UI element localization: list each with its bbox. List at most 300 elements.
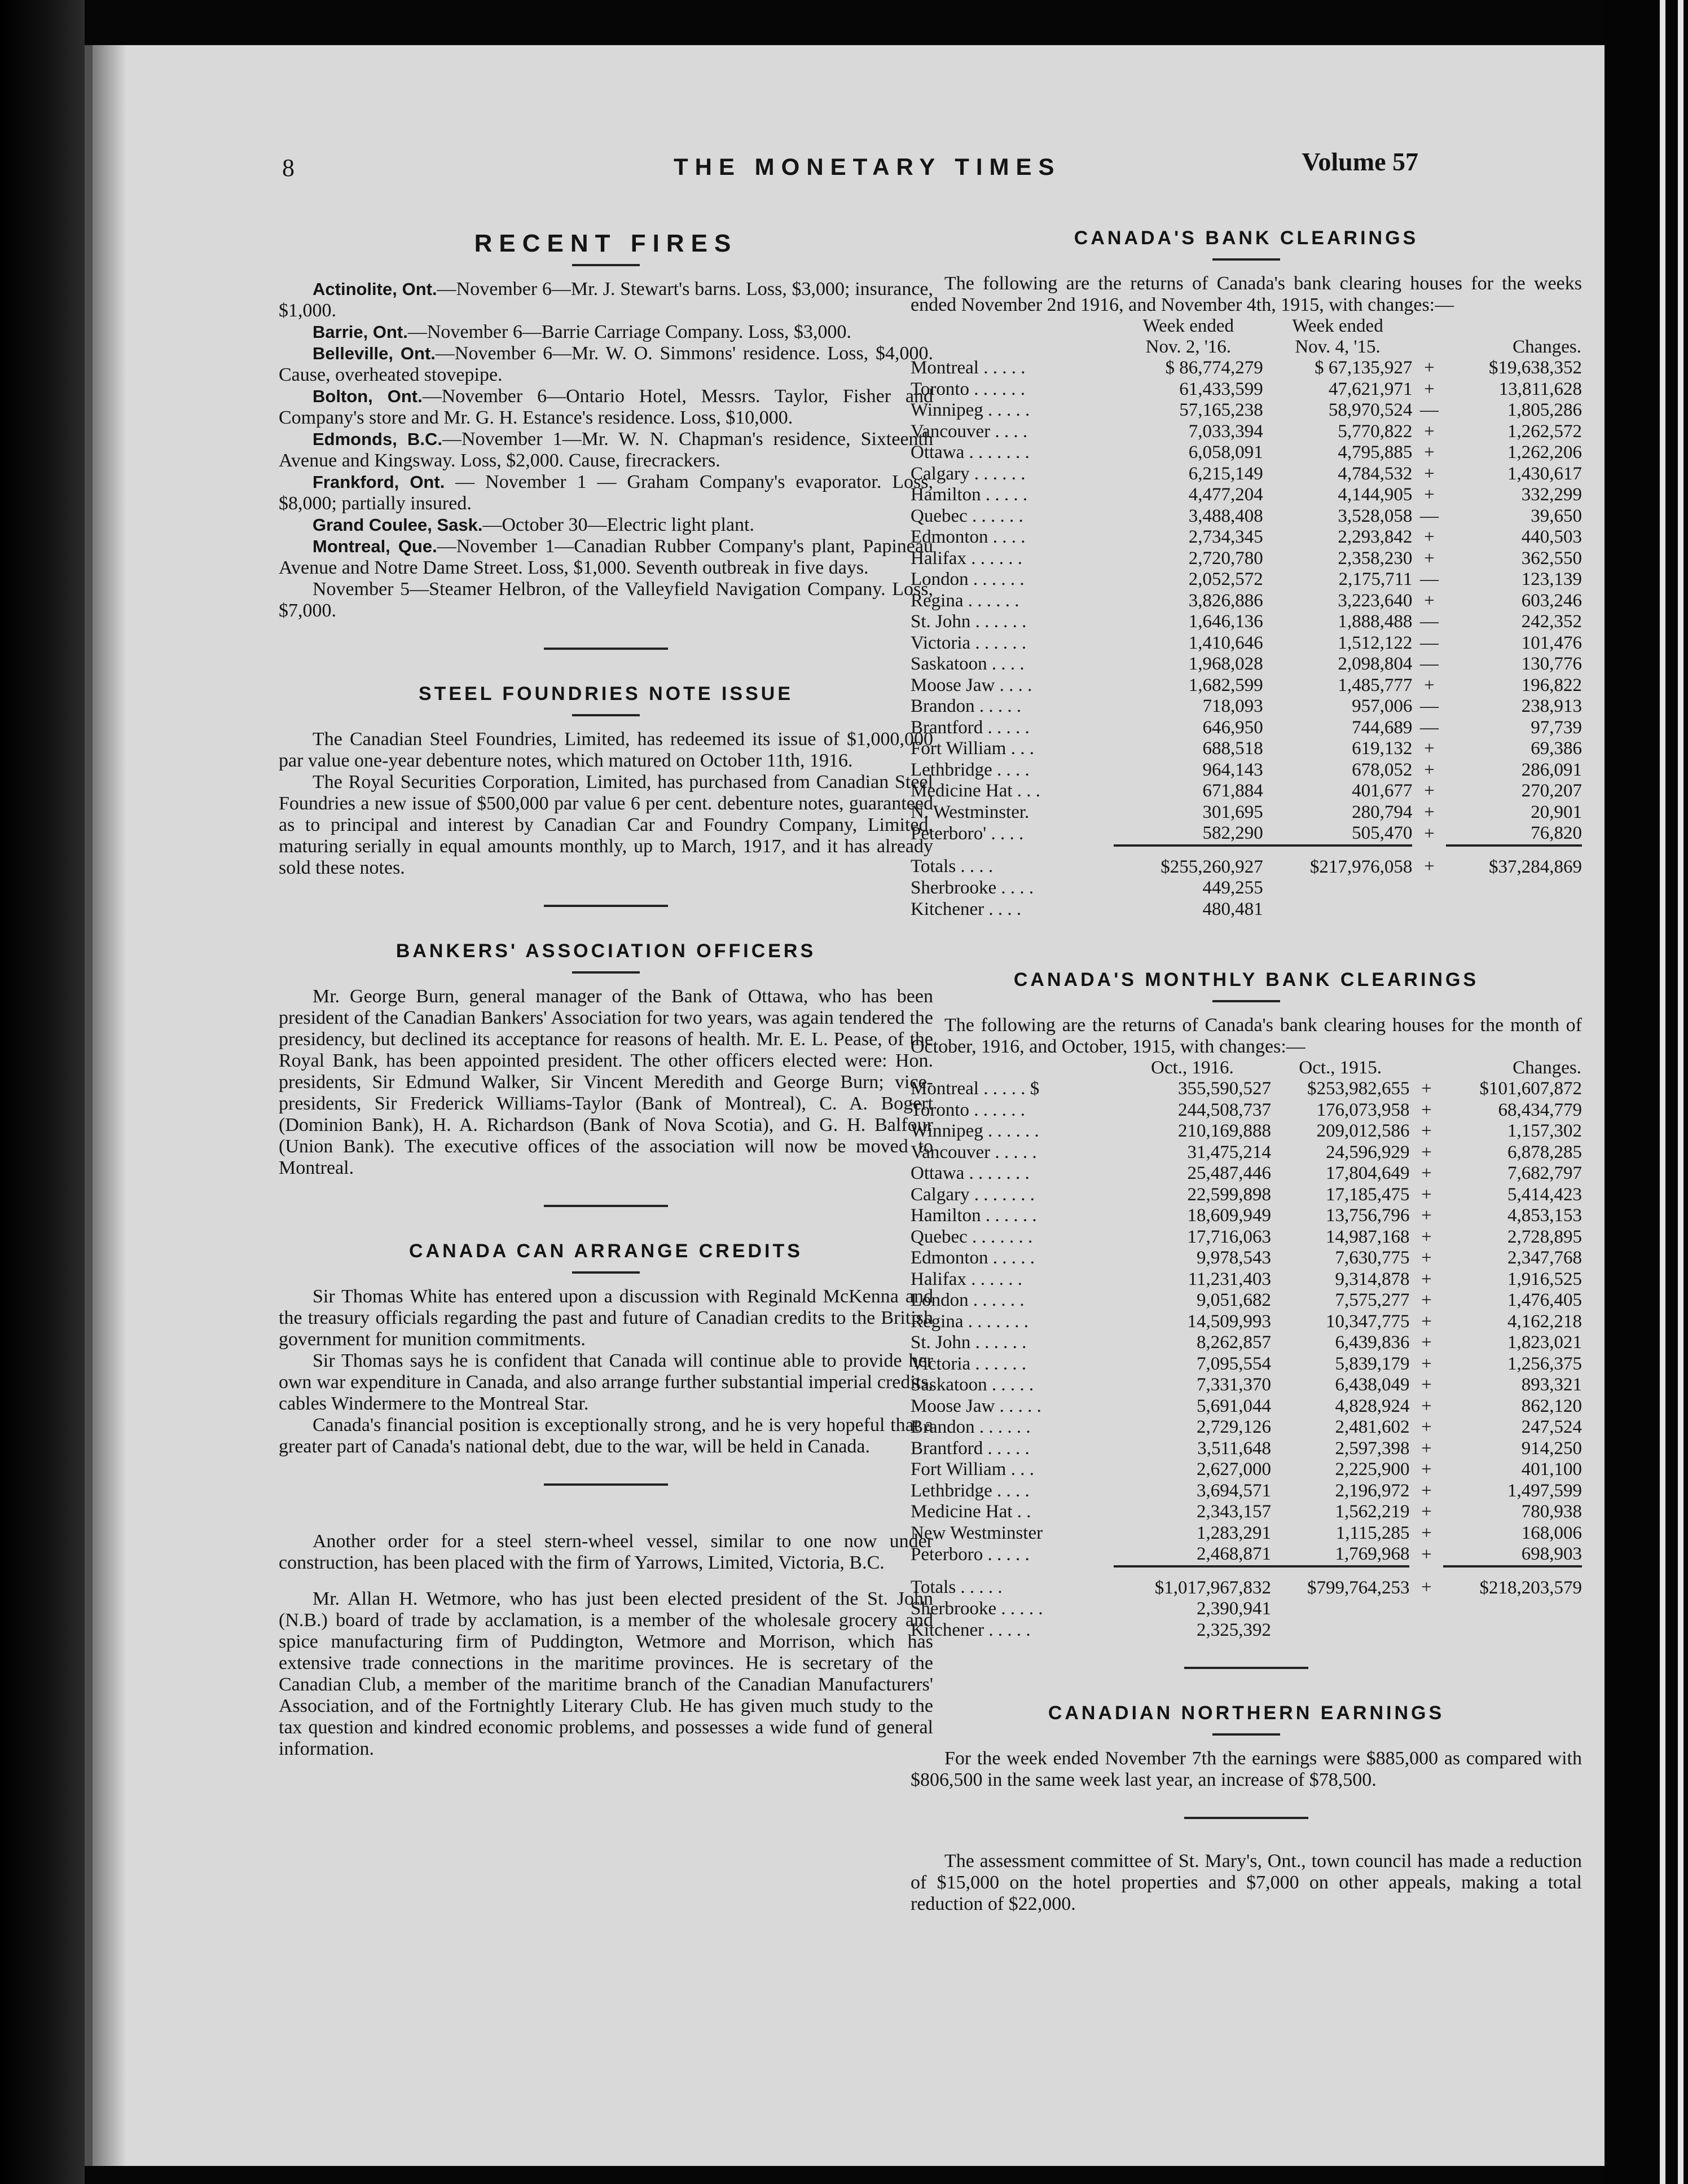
change-value: 4,162,218 [1507,1311,1582,1332]
table-row [911,611,1582,633]
change-value: 362,550 [1521,548,1582,569]
value-cell: 7,095,554 [1196,1353,1271,1374]
city-name: Edmonton . . . . [911,527,1026,547]
city-name: Saskatoon . . . . . [911,1375,1034,1395]
fire-place: Edmonds, B.C. [313,429,443,449]
value-cell: 2,343,157 [1196,1501,1271,1522]
weekly-clearings-section [911,226,1582,920]
totals-sign: + [1424,856,1435,877]
change-sign: + [1424,781,1435,801]
title-rule [572,971,640,974]
change-value: 1,430,617 [1507,463,1582,484]
city-name: Fort William . . . [911,738,1034,759]
table-row [911,1205,1582,1227]
change-sign: + [1424,802,1435,822]
totals-value: $218,203,579 [1443,1566,1582,1599]
table-row [911,548,1582,570]
table-header: Week ended [1142,316,1234,336]
table-row [911,696,1582,717]
change-value: $19,638,352 [1489,358,1582,378]
change-value: 1,916,525 [1507,1269,1582,1289]
value-cell: 2,481,602 [1335,1417,1410,1437]
value-cell: 2,729,126 [1196,1417,1271,1437]
change-value: 401,100 [1521,1459,1582,1480]
table-row [911,1375,1582,1396]
city-name: Victoria . . . . . . [911,632,1027,653]
change-sign: + [1421,1163,1432,1183]
fire-item [279,343,933,386]
change-value: 247,524 [1521,1417,1582,1437]
city-name: Peterboro' . . . . [911,824,1024,844]
value-cell: 17,185,475 [1325,1184,1410,1205]
fire-item [279,322,933,343]
change-sign: + [1421,1501,1432,1522]
city-name: Victoria . . . . . . [911,1353,1027,1374]
table-row [911,675,1582,697]
table-header: Oct., 1916. [1151,1058,1234,1078]
table-row [911,591,1582,612]
title-rule [572,264,640,266]
value-cell: 3,511,648 [1197,1438,1271,1459]
value-cell: 2,734,345 [1188,527,1263,547]
table-header: Changes. [1513,1058,1581,1078]
value-cell: 17,804,649 [1325,1163,1410,1183]
value-cell: 2,468,871 [1196,1544,1271,1564]
change-sign: + [1421,1142,1432,1163]
table-row [911,1121,1582,1142]
city-name: Calgary . . . . . . [911,463,1026,484]
city-name: Medicine Hat . . [911,1501,1031,1522]
value-cell: 6,215,149 [1188,463,1263,484]
change-sign: + [1421,1544,1432,1565]
weekly-clearings-table [911,316,1582,920]
value-cell: 449,255 [1202,878,1263,898]
change-sign: + [1424,759,1435,780]
section-separator [544,905,668,907]
paragraph: Mr. George Burn, general manager of the Bank of Ottawa, who has been president of the Canadian Bankers' Association for two years, was again tendered the presidency, but declined its acceptance for reasons of health. Mr. E. L. Pease, of the Royal Bank, has been appointed president. The other officers elected were: Hon. presidents, Sir Edmund Walker, Sir Vincent Meredith and George Burn; vice-presidents, Sir Frederick Williams-Taylor (Bank of Montreal), C. A. Bogert (Dominion Bank), H. A. Richardson (Bank of Nova Scotia), and G. H. Balfour (Union Bank). The executive offices of the association will now be moved to Montreal. [279,986,933,1178]
monthly-clearings-table [911,1058,1582,1641]
value-cell: 17,716,063 [1187,1226,1271,1247]
totals-row [911,1566,1582,1599]
value-cell: 7,331,370 [1196,1375,1271,1395]
fire-item [279,279,933,322]
change-sign: + [1421,1480,1432,1501]
value-cell: 4,828,924 [1335,1395,1410,1416]
city-name: Fort William . . . [911,1459,1034,1480]
value-cell: 25,487,446 [1187,1163,1271,1183]
change-sign: + [1421,1395,1432,1416]
table-row [911,1163,1582,1185]
section-separator [544,1483,668,1486]
fire-text: November 5—Steamer Helbron, of the Valleyfield Navigation Company. Loss, $7,000. [279,579,933,621]
city-name: N. Westminster. [911,802,1030,822]
extra-row [911,878,1582,899]
change-sign: + [1424,463,1435,484]
table-row [911,760,1582,781]
value-cell: 57,165,238 [1179,400,1263,420]
title-rule [1212,1000,1280,1002]
city-name: Hamilton . . . . . . [911,1205,1037,1226]
value-cell: 688,518 [1202,738,1263,759]
totals-row [911,846,1582,878]
value-cell: 22,599,898 [1187,1184,1271,1205]
page-number: 8 [282,154,294,182]
table-row [911,400,1582,421]
change-sign: — [1419,696,1439,716]
table-row [911,1501,1582,1523]
page [85,45,1605,2166]
value-cell: 1,646,136 [1188,611,1263,632]
change-sign: + [1424,675,1435,695]
st-marys-section [911,1851,1582,1915]
table-row [911,1481,1582,1502]
fire-place: Belleville, Ont. [313,344,436,363]
value-cell: 3,826,886 [1188,590,1263,611]
change-value: 2,728,895 [1507,1226,1582,1247]
table-totals [911,1566,1582,1641]
paragraph: Sir Thomas says he is confident that Canada will continue able to provide her own war expenditure in Canada, and also arrange further substantial imperial credits, cables Windermere to the Montreal Star. [279,1350,933,1414]
city-name: Montreal . . . . . [911,358,1026,378]
change-value: 5,414,423 [1507,1184,1582,1205]
value-cell: 1,115,285 [1335,1522,1410,1543]
change-value: 1,256,375 [1507,1353,1582,1374]
value-cell: 209,012,586 [1316,1121,1410,1141]
paragraph: Canada's financial position is exceptionally strong, and he is very hopeful that a greater part of Canada's national debt, due to the war, will be held in Canada. [279,1415,933,1457]
change-sign: + [1421,1375,1432,1395]
value-cell: $ 86,774,279 [1165,358,1263,378]
table-row [911,1290,1582,1311]
fire-text: —November 6—Mr. J. Stewart's barns. Loss, $3,000; insurance, $1,000. [279,279,933,321]
totals-value: $799,764,253 [1271,1566,1410,1599]
change-sign: — [1419,400,1439,420]
change-value: 862,120 [1521,1395,1582,1416]
table-row [911,421,1582,443]
value-cell: 1,410,646 [1188,632,1263,653]
table-row [911,379,1582,400]
city-name: London . . . . . . [911,569,1025,589]
change-value: 270,207 [1521,781,1582,801]
change-sign: + [1424,548,1435,569]
city-name: Hamilton . . . . . [911,485,1028,505]
fire-item [279,579,933,622]
value-cell: 2,175,711 [1338,569,1413,589]
change-sign: + [1421,1248,1432,1268]
city-name: Sherbrooke . . . . [911,878,1034,898]
table-row [911,1459,1582,1481]
change-value: $101,607,872 [1479,1078,1582,1099]
city-name: Toronto . . . . . . [911,1099,1026,1120]
change-sign: + [1421,1438,1432,1459]
value-cell: 2,225,900 [1335,1459,1410,1480]
change-value: 101,476 [1521,632,1582,653]
change-value: 123,139 [1521,569,1582,589]
value-cell: 355,590,527 [1177,1078,1271,1099]
value-cell: 3,223,640 [1338,590,1413,611]
change-sign: + [1421,1099,1432,1120]
city-name: Medicine Hat . . . [911,781,1041,801]
section-title: CANADA'S BANK CLEARINGS [1074,227,1419,249]
change-sign: + [1421,1121,1432,1141]
city-name: Winnipeg . . . . . . [911,1121,1039,1141]
right-column [911,226,1582,1915]
change-value: 69,386 [1531,738,1582,759]
value-cell: 280,794 [1352,802,1413,822]
table-row [911,1417,1582,1438]
table-header-blank [1412,337,1446,358]
value-cell: 5,839,179 [1335,1353,1410,1374]
table-header-blank [1409,1058,1443,1078]
value-cell: 2,390,941 [1196,1599,1271,1619]
value-cell: 47,621,971 [1328,378,1413,399]
value-cell: $253,982,655 [1307,1078,1410,1099]
city-name: Halifax . . . . . . [911,548,1022,569]
value-cell: 582,290 [1202,823,1263,843]
masthead: THE MONETARY TIMES [674,153,1061,180]
city-name: Saskatoon . . . . [911,654,1025,674]
city-name: Vancouver . . . . [911,421,1028,442]
paragraph: For the week ended November 7th the earnings were $885,000 as compared with $806,500 in the same week last year, an increase of $78,500. [911,1748,1582,1790]
table-row [911,1269,1582,1291]
table-row [911,485,1582,506]
value-cell: 6,438,049 [1335,1375,1410,1395]
value-cell: 244,508,737 [1177,1099,1271,1120]
table-row [911,1248,1582,1269]
city-name: St. John . . . . . . [911,611,1027,632]
fire-text: —November 6—Mr. W. O. Simmons' residence. Loss, $4,000. Cause, overheated stovepipe. [279,343,933,385]
scan-edge-line [1678,0,1683,2184]
table-row [911,738,1582,760]
table-header: Week ended [1292,316,1383,336]
city-name: Brandon . . . . . . [911,1417,1031,1437]
table-row [911,442,1582,464]
table-row [911,633,1582,654]
change-value: 196,822 [1521,675,1582,695]
change-value: 893,321 [1521,1375,1582,1395]
value-cell: 31,475,214 [1187,1142,1271,1163]
totals-sign: + [1421,1577,1432,1597]
city-name: London . . . . . . [911,1290,1025,1310]
change-value: 332,299 [1521,485,1582,505]
value-cell: 1,485,777 [1338,675,1413,695]
extra-row [911,1620,1582,1641]
change-value: 168,006 [1521,1522,1582,1543]
value-cell: 301,695 [1202,802,1263,822]
table-row [911,1396,1582,1417]
table-row [911,1438,1582,1460]
change-value: 97,739 [1531,717,1582,738]
city-name: Toronto . . . . . . [911,378,1026,399]
table-totals [911,846,1582,921]
city-name: Kitchener . . . . . [911,1619,1031,1640]
value-cell: 401,677 [1352,781,1413,801]
table-row [911,1354,1582,1375]
city-name: Regina . . . . . . . [911,1311,1028,1332]
value-cell: 4,795,885 [1338,442,1413,463]
paragraph: The Canadian Steel Foundries, Limited, has redeemed its issue of $1,000,000 par value one-year debenture notes, which matured on October 11th, 1916. [279,729,933,771]
value-cell: 58,970,524 [1328,400,1413,420]
change-sign: + [1424,590,1435,611]
fire-item [279,386,933,429]
paragraph: Another order for a steel stern-wheel vessel, similar to one now under construction, has been placed with the firm of Yarrows, Limited, Victoria, B.C. [279,1531,933,1573]
section-title: STEEL FOUNDRIES NOTE ISSUE [418,683,793,704]
value-cell: 2,597,398 [1335,1438,1410,1459]
change-sign: + [1421,1269,1432,1289]
change-value: 76,820 [1531,823,1582,843]
change-sign: + [1424,527,1435,547]
value-cell: 2,358,230 [1338,548,1413,569]
steel-foundries-section [279,681,933,879]
change-value: 130,776 [1521,654,1582,674]
totals-value: $255,260,927 [1114,846,1263,878]
totals-value: $1,017,967,832 [1114,1566,1271,1599]
change-value: 1,476,405 [1507,1290,1582,1310]
city-name: Quebec . . . . . . . [911,1226,1033,1247]
fire-text: — November 1 — Graham Company's evaporator. Loss, $8,000; partially insured. [279,472,933,514]
fire-place: Bolton, Ont. [313,386,423,406]
fire-text: —October 30—Electric light plant. [482,514,755,535]
page-header [93,147,1605,204]
fire-place: Frankford, Ont. [313,472,445,492]
page-gutter-shadow [93,45,126,2166]
change-sign: + [1424,738,1435,759]
change-sign: — [1419,717,1439,738]
table-header: Oct., 1915. [1299,1058,1382,1078]
title-rule [572,714,640,716]
fire-item [279,536,933,579]
section-title: CANADA'S MONTHLY BANK CLEARINGS [1013,969,1479,990]
value-cell: 13,756,796 [1325,1205,1410,1226]
city-name: Kitchener . . . . [911,899,1022,919]
change-sign: + [1421,1522,1432,1543]
city-name: Ottawa . . . . . . . [911,1163,1030,1183]
change-value: 440,503 [1521,527,1582,547]
change-value: 914,250 [1521,1438,1582,1459]
change-sign: — [1419,611,1439,632]
change-sign: + [1424,824,1435,844]
extra-row [911,899,1582,921]
value-cell: 1,769,968 [1335,1544,1410,1564]
change-sign: — [1419,654,1439,674]
value-cell: 2,325,392 [1196,1619,1271,1640]
table-row [911,1227,1582,1248]
section-title: RECENT FIRES [474,230,738,257]
value-cell: 210,169,888 [1177,1121,1271,1141]
paragraph: The assessment committee of St. Mary's, Ont., town council has made a reduction of $15,000 on the hotel properties and $7,000 on other appeals, making a total reduction of $22,000. [911,1851,1582,1914]
section-separator [544,1205,668,1207]
value-cell: 14,987,168 [1325,1226,1410,1247]
fire-place: Grand Coulee, Sask. [313,515,483,535]
value-cell: 1,968,028 [1188,654,1263,674]
paragraph: Mr. Allan H. Wetmore, who has just been elected president of the St. John (N.B.) board of trade by acclamation, is a member of the wholesale grocery and spice manufacturing firm of Puddington, Wetmore and Morrison, which has extensive trade connections in the maritime provinces. He is secretary of the Canadian Club, a member of the maritime branch of the Canadian Manufacturers' Association, and of the Fortnightly Literary Club. He has given much study to the tax question and kindred economic problems, and possesses a wide fund of general information. [279,1588,933,1759]
value-cell: 6,439,836 [1335,1332,1410,1353]
table-row [911,527,1582,548]
table-header: Nov. 2, '16. [1145,337,1232,357]
value-cell: 11,231,403 [1188,1269,1271,1289]
table-header: Nov. 4, '15. [1295,337,1381,357]
value-cell: 2,720,780 [1188,548,1263,569]
value-cell: 2,293,842 [1338,527,1413,547]
fire-place: Barrie, Ont. [313,322,408,342]
section-title: CANADA CAN ARRANGE CREDITS [409,1240,803,1262]
title-rule [1212,1733,1280,1736]
scan-edge-line [1660,0,1665,2184]
table-header: Changes. [1513,337,1581,357]
change-value: 1,262,572 [1507,421,1582,442]
change-sign: + [1421,1078,1432,1099]
change-value: 286,091 [1521,759,1582,780]
value-cell: 4,784,532 [1338,463,1413,484]
change-value: 780,938 [1521,1501,1582,1522]
value-cell: 9,314,878 [1335,1269,1410,1289]
change-value: 20,901 [1531,802,1582,822]
change-value: 6,878,285 [1507,1142,1582,1163]
table-body [911,358,1582,846]
value-cell: 9,051,682 [1196,1290,1271,1310]
table-row [911,506,1582,527]
city-name: Regina . . . . . . [911,590,1019,611]
city-name: Brandon . . . . . [911,696,1022,716]
table-row [911,1100,1582,1121]
change-value: 2,347,768 [1507,1248,1582,1268]
value-cell: 744,689 [1352,717,1413,738]
fire-text: —November 1—Canadian Rubber Company's plant, Papineau Avenue and Notre Dame Street. Loss, $1,000. Seventh outbreak in five days. [279,536,933,578]
city-name: Calgary . . . . . . . [911,1184,1035,1205]
volume-label: Volume 57 [1302,147,1418,176]
table-row [911,781,1582,802]
change-sign: — [1419,569,1439,589]
scan-border-left [0,0,85,2184]
section-title: BANKERS' ASSOCIATION OFFICERS [395,940,816,962]
monthly-clearings-section [911,967,1582,1641]
table-row [911,569,1582,591]
change-value: 4,853,153 [1507,1205,1582,1226]
value-cell: 1,283,291 [1196,1522,1271,1543]
value-cell: 646,950 [1202,717,1263,738]
value-cell: 2,196,972 [1335,1480,1410,1501]
left-column [279,231,933,1760]
city-name: Peterboro . . . . . [911,1544,1030,1565]
city-name: Ottawa . . . . . . . [911,442,1030,463]
value-cell: 619,132 [1352,738,1413,759]
city-name: Brantford . . . . . [911,1438,1030,1459]
table-row [911,1311,1582,1333]
table-body [911,1078,1582,1566]
table-header-blank [1412,316,1446,337]
totals-value: $217,976,058 [1263,846,1413,878]
recent-fires-section [279,231,933,622]
change-value: 242,352 [1521,611,1582,632]
value-cell: 24,596,929 [1325,1142,1410,1163]
extra-row [911,1599,1582,1620]
fire-item [279,429,933,472]
change-value: 1,157,302 [1507,1121,1582,1141]
change-sign: + [1424,358,1435,378]
totals-label: Totals . . . . [911,856,994,877]
section-separator [544,648,668,650]
table-row [911,1078,1582,1100]
city-name: Halifax . . . . . . [911,1269,1022,1289]
value-cell: 18,609,949 [1187,1205,1271,1226]
city-name: New Westminster [911,1522,1043,1543]
totals-value: $37,284,869 [1446,846,1582,878]
section-separator [1184,1817,1308,1819]
value-cell: 1,888,488 [1338,611,1413,632]
table-row [911,802,1582,824]
fire-place: Actinolite, Ont. [313,279,437,299]
value-cell: 678,052 [1352,759,1413,780]
change-sign: + [1424,378,1435,399]
value-cell: 4,144,905 [1338,485,1413,505]
